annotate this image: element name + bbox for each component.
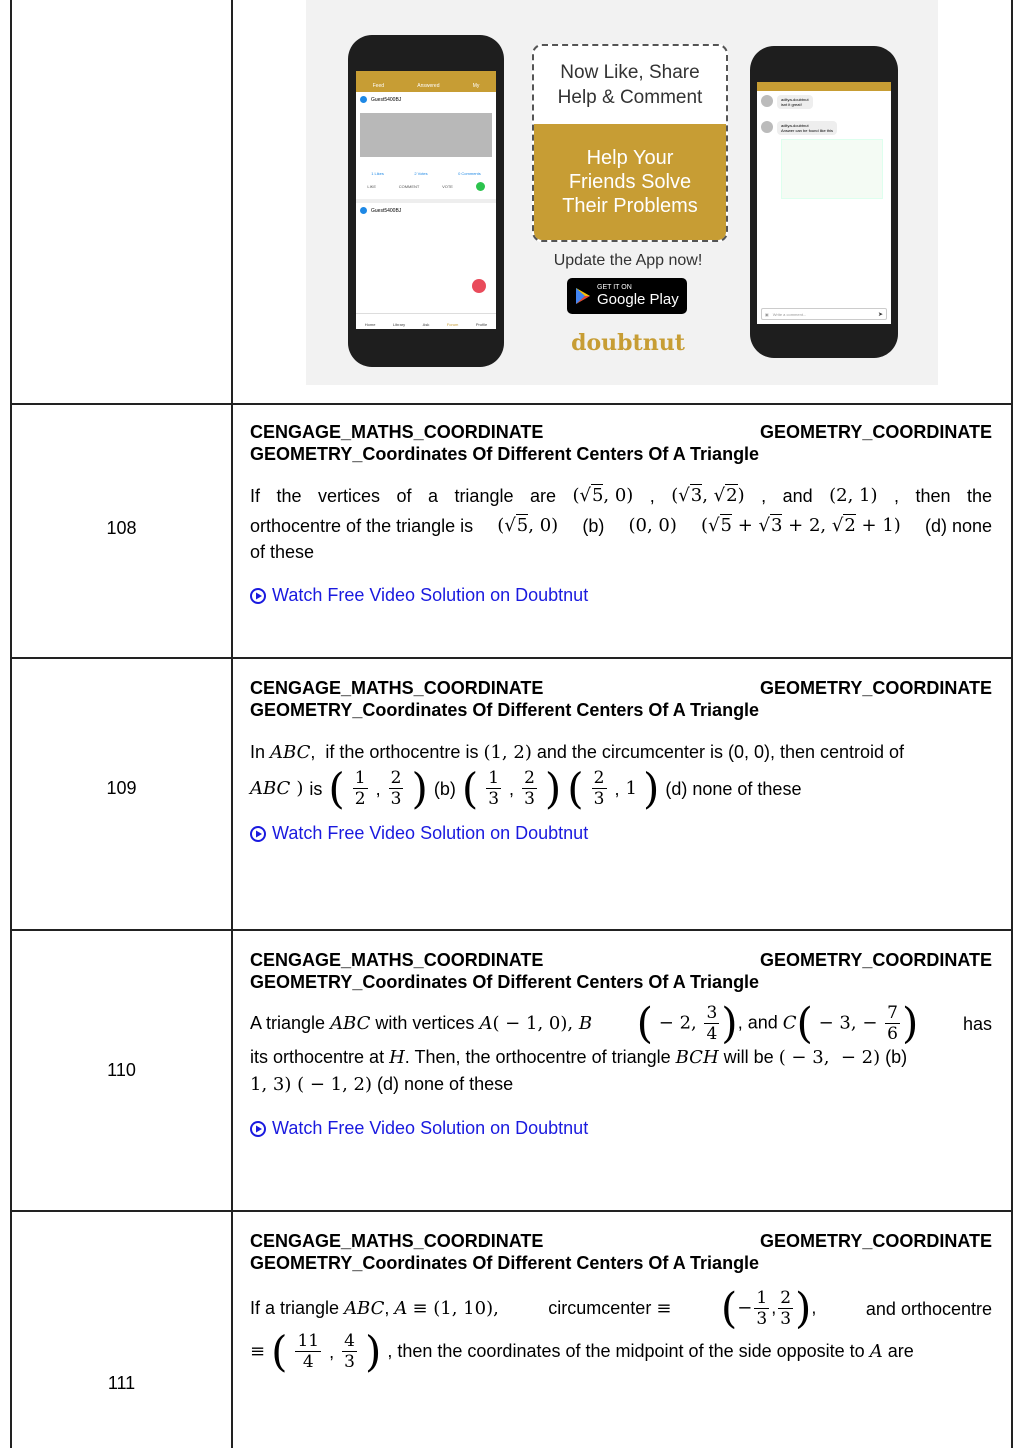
solution-image-thumbnail <box>781 139 883 199</box>
feed-tab: Feed <box>372 83 385 89</box>
comment-input: Write a comment... <box>772 311 807 317</box>
question-text: In ABC, if the orthocentre is (1, 2) and the circumcenter is (0, 0), then centroid of ABC ) is ( $\frac{1}{2}$ , $\frac{2}{3}$ ) (b) ( $\frac{1}{3}$ , $\frac{2}{3}$ ) ( $\frac{2}{3}$ , 1 ) (d) none of these <box>250 742 905 813</box>
row-divider <box>10 929 1013 931</box>
question-header <box>250 949 992 993</box>
brand-text: doubtnut <box>571 330 685 356</box>
header-left: CENGAGE_MATHS_COORDINATE <box>250 678 544 698</box>
question-number: 108 <box>106 518 137 538</box>
question-cell-110 <box>250 949 992 1139</box>
promo-help-1: Help Your <box>586 147 674 169</box>
watch-video-link[interactable] <box>250 823 992 844</box>
user-avatar <box>360 96 367 103</box>
chat-message-1: isnt it great! <box>781 102 802 107</box>
row-divider <box>10 657 1013 659</box>
promo-help-3: Their Problems <box>562 195 698 217</box>
header-left: CENGAGE_MATHS_COORDINATE <box>250 422 544 442</box>
watch-video-link[interactable] <box>250 1118 992 1139</box>
nav-library: Library <box>392 322 406 327</box>
comments-count: 0 Comments <box>458 171 481 176</box>
question-number: 110 <box>107 1060 136 1080</box>
header-right: GEOMETRY_COORDINATE <box>759 1231 992 1251</box>
play-store-icon <box>575 287 591 305</box>
votes-count: 2 Votes <box>414 171 428 176</box>
question-cell-109 <box>250 677 992 844</box>
row-divider <box>10 1210 1013 1212</box>
question-text: If the vertices of a triangle are (√5, 0) , (√3, √2) , and (2, 1) , then the orthocentre of the triangle is (√5, 0) (b) (0, 0) (√5 + √3 + 2, √2 + 1) (d) none of these <box>250 485 992 562</box>
phone-mockup-right <box>750 46 898 358</box>
question-cell-111 <box>250 1230 992 1376</box>
header-topic: GEOMETRY_Coordinates Of Different Centers Of A Triangle <box>250 1253 760 1273</box>
vote-action: VOTE <box>442 184 453 189</box>
nav-home: Home <box>364 322 376 327</box>
question-image-thumbnail <box>360 113 492 157</box>
chat-message-2: Answer can be found like this <box>781 128 834 133</box>
store-big-label: Google Play <box>597 291 679 308</box>
store-small-label: GET IT ON <box>597 284 632 291</box>
question-cell-108 <box>250 421 992 606</box>
promo-card <box>532 44 728 242</box>
chat-avatar <box>761 95 773 107</box>
question-header <box>250 677 992 721</box>
update-app-text: Update the App now! <box>553 252 703 269</box>
question-header <box>250 1230 992 1274</box>
nav-forum: Forum <box>446 322 459 327</box>
feed-username: Guest5400BJ <box>371 96 402 103</box>
header-right: GEOMETRY_COORDINATE <box>759 678 992 698</box>
header-right: GEOMETRY_COORDINATE <box>759 950 992 970</box>
camera-icon: ▣ <box>765 311 769 317</box>
header-left: CENGAGE_MATHS_COORDINATE <box>250 1231 544 1251</box>
like-action: LIKE <box>367 184 377 189</box>
answered-tab: Answered <box>417 83 440 89</box>
header-topic: GEOMETRY_Coordinates Of Different Centers Of A Triangle <box>250 972 760 992</box>
question-header <box>250 421 992 465</box>
question-number: 111 <box>107 1373 136 1393</box>
play-circle-icon <box>250 1121 266 1137</box>
whatsapp-icon <box>476 182 485 191</box>
question-text: If a triangle ABC, A ≡ (1, 10), circumcenter ≡ (− $\frac{1}{3}$ , $\frac{2}{3}$ ), and orthocentre ≡ ( $\frac{11}{4}$ , $\frac{4}{3}$ ) , then the coordinates of the midpoint of the side opposite to A are <box>250 1283 992 1376</box>
header-left: CENGAGE_MATHS_COORDINATE <box>250 950 544 970</box>
promo-line-2: Help & Comment <box>557 87 703 108</box>
watch-video-label: Watch Free Video Solution on Doubtnut <box>272 823 589 843</box>
nav-profile: Profile <box>475 322 488 327</box>
phone-screen-feed <box>356 71 496 329</box>
play-circle-icon <box>250 588 266 604</box>
comment-action: COMMENT <box>398 184 420 189</box>
promo-line-1: Now Like, Share <box>560 62 700 83</box>
question-number: 109 <box>106 778 137 798</box>
header-right: GEOMETRY_COORDINATE <box>759 422 992 442</box>
header-topic: GEOMETRY_Coordinates Of Different Centers Of A Triangle <box>250 700 760 720</box>
row-divider <box>10 403 1013 405</box>
play-circle-icon <box>250 826 266 842</box>
chat-avatar <box>761 121 773 133</box>
phone-screen-chat <box>757 82 891 324</box>
column-divider <box>231 0 233 1448</box>
app-promo-banner[interactable] <box>306 0 938 385</box>
promo-help-2: Friends Solve <box>568 171 692 193</box>
fab-icon <box>472 279 486 293</box>
chat-user-2: aditya-doubtnut <box>781 123 809 128</box>
question-text: A triangle ABC with vertices A( − 1, 0), B ( − 2, $\frac{3}{4}$ ), and C( − 3, − $\frac{7}{6}$ ) has its orthocentre at H. Then, the orthocentre of triangle BCH will be ( − 3, − 2) (b) 1, 3) ( − 1, 2) (d) none of these <box>250 998 992 1095</box>
user-avatar <box>360 207 367 214</box>
feed-username-2: Guest5400BJ <box>371 207 402 214</box>
send-icon: ➤ <box>877 311 883 318</box>
google-play-button[interactable] <box>567 278 687 314</box>
my-tab: My <box>472 83 480 89</box>
doubtnut-logo <box>532 330 724 356</box>
watch-video-label: Watch Free Video Solution on Doubtnut <box>272 585 589 605</box>
nav-ask: Ask <box>422 322 430 327</box>
header-topic: GEOMETRY_Coordinates Of Different Centers Of A Triangle <box>250 444 760 464</box>
likes-count: 1 Likes <box>371 171 384 176</box>
chat-user-1: aditya-doubtnut <box>781 97 809 102</box>
watch-video-link[interactable] <box>250 585 992 606</box>
phone-mockup-left <box>348 35 504 367</box>
watch-video-label: Watch Free Video Solution on Doubtnut <box>272 1118 589 1138</box>
